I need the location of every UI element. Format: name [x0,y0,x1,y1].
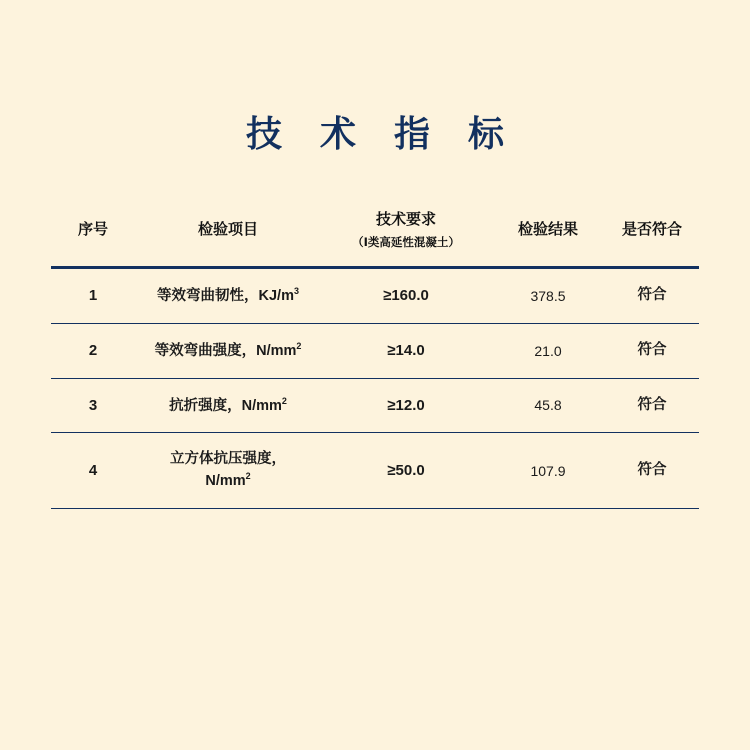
cell-result: 45.8 [491,378,605,433]
cell-conform: 符合 [605,378,699,433]
cell-item-unit: N/mm [205,473,246,490]
cell-requirement: ≥50.0 [321,433,491,509]
cell-item [135,378,321,433]
cell-item-superscript: 3 [293,285,299,296]
cell-item [135,433,321,509]
column-header-item-label: 检验项目 [197,221,258,239]
cell-conform: 符合 [605,433,699,509]
cell-item-text: 等效弯曲韧性，KJ/m [157,287,294,304]
cell-requirement: ≥12.0 [321,378,491,433]
cell-result: 21.0 [491,323,605,378]
cell-item-text: 抗折强度，N/mm [169,397,282,414]
cell-item [135,323,321,378]
cell-result: 107.9 [491,433,605,509]
column-header-result [491,203,605,267]
cell-conform: 符合 [605,267,699,323]
cell-item-text: 立方体抗压强度， [170,451,286,468]
cell-item-text: 等效弯曲强度，N/mm [154,342,297,359]
cell-index: 1 [51,267,135,323]
table-header [51,203,699,267]
cell-result: 378.5 [491,267,605,323]
column-header-requirement-sublabel: （Ⅰ类高延性混凝土） [352,236,460,249]
cell-index: 3 [51,378,135,433]
page-title: 技 术 指 标 [245,113,518,154]
table-row [51,378,699,433]
column-header-index [51,203,135,267]
cell-requirement: ≥14.0 [321,323,491,378]
cell-item-superscript: 2 [245,471,251,482]
cell-requirement: ≥160.0 [321,267,491,323]
cell-conform: 符合 [605,323,699,378]
table-row [51,267,699,323]
column-header-requirement-label: 技术要求 [375,211,436,229]
cell-index: 2 [51,323,135,378]
cell-index: 4 [51,433,135,509]
cell-item-text-second [137,470,319,492]
cell-item [135,267,321,323]
column-header-index-label: 序号 [77,221,108,239]
technical-spec-table [51,203,699,509]
table-header-row [51,203,699,267]
table-body [51,267,699,508]
column-header-requirement [321,203,491,267]
cell-item-superscript: 2 [281,395,287,406]
column-header-item [135,203,321,267]
column-header-conform-label: 是否符合 [621,221,682,239]
column-header-result-label: 检验结果 [517,221,578,239]
cell-item-superscript: 2 [296,340,302,351]
column-header-conform [605,203,699,267]
table-row [51,323,699,378]
table-row [51,433,699,509]
spec-table-container [51,203,699,509]
